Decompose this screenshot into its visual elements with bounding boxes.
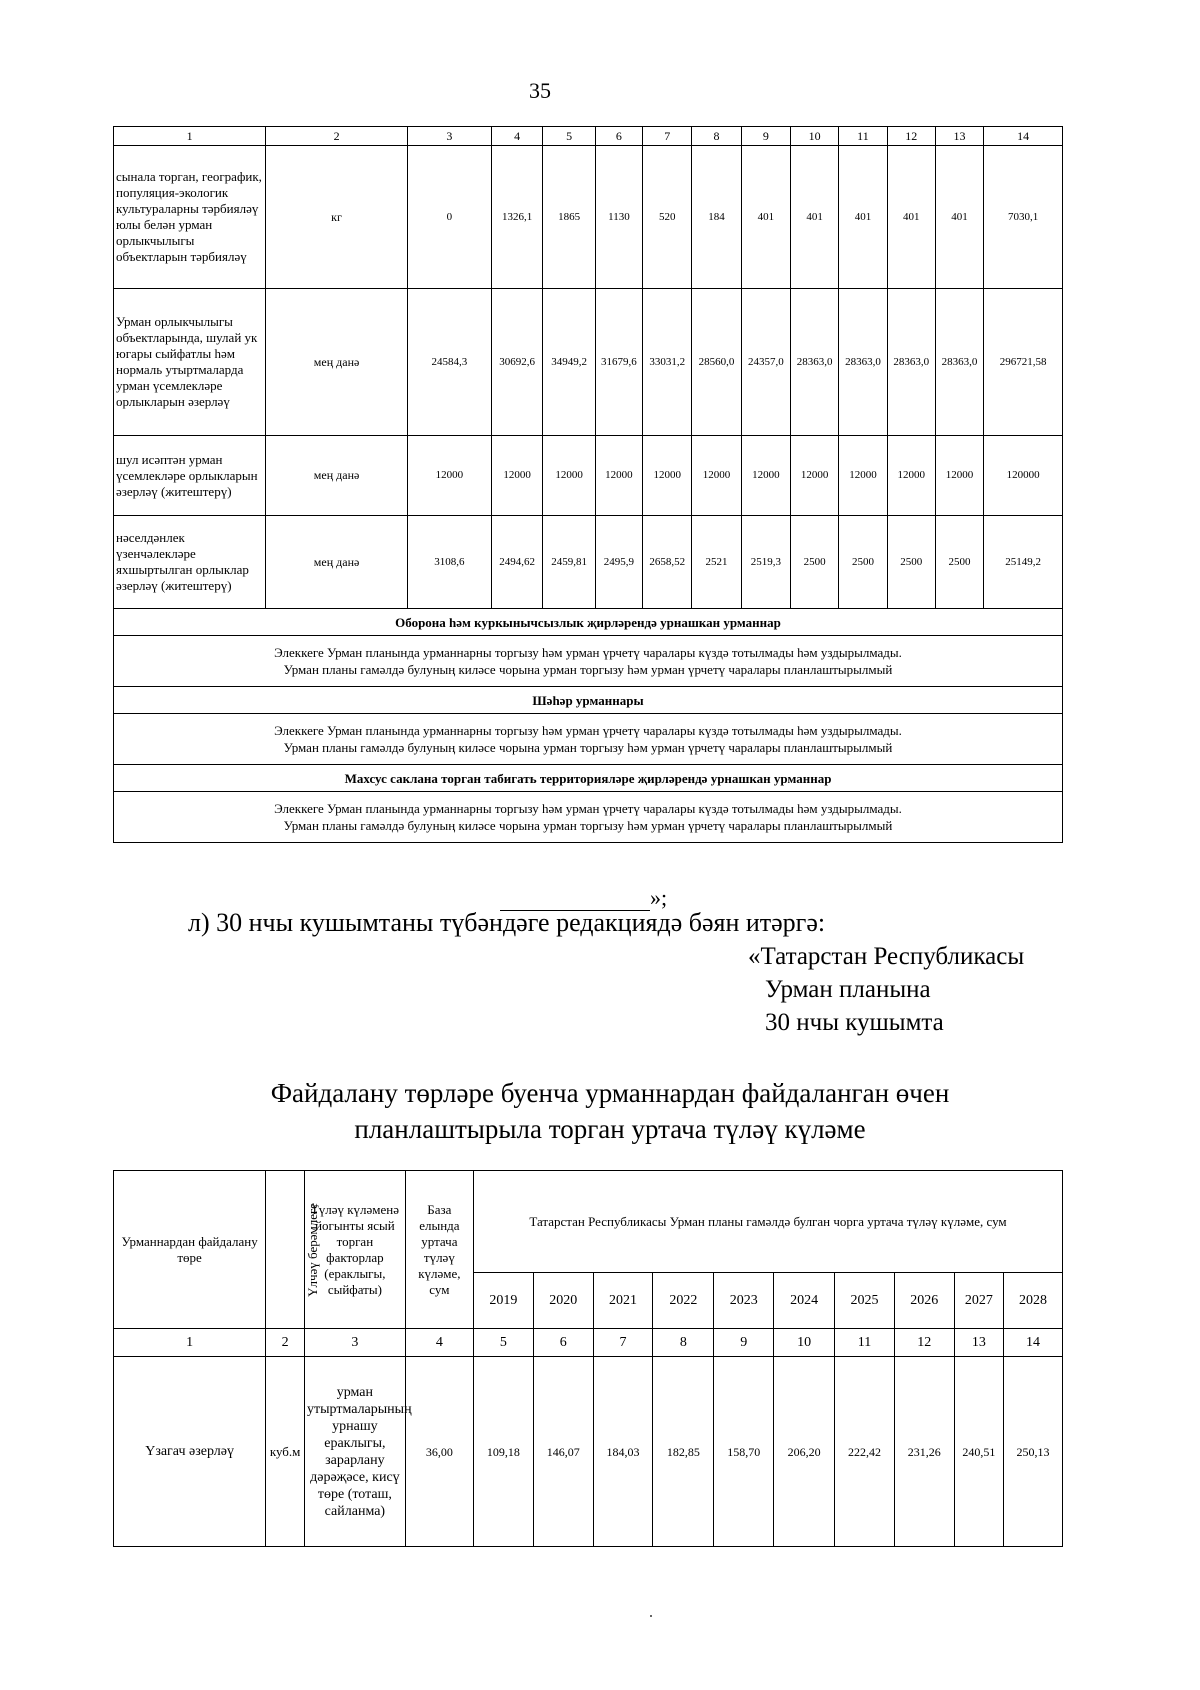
year-cell: 2023 (714, 1273, 774, 1329)
command-text: л) 30 нчы кушымтаны түбәндәге редакциядә бәян итәргә: (188, 908, 826, 937)
value-cell: 12000 (839, 436, 887, 516)
year-cell: 2022 (653, 1273, 714, 1329)
value-cell: 2500 (935, 516, 983, 609)
year-cell: 2020 (533, 1273, 593, 1329)
value-cell: 12000 (491, 436, 542, 516)
value-cell: 240,51 (954, 1357, 1003, 1547)
row-name: Урман орлыкчылыгы объектларында, шулай ук югары сыйфатлы һәм нормаль утыртмаларда урман үсемлекләре орлыкларын әзерләү (114, 289, 266, 436)
value-cell: 1326,1 (491, 146, 542, 289)
column-number: 4 (405, 1329, 473, 1357)
scan-speck (650, 1615, 652, 1617)
year-cell: 2025 (835, 1273, 895, 1329)
header-cell: 7 (643, 127, 692, 146)
table-header-row (114, 1171, 1063, 1273)
value-cell: 28363,0 (887, 289, 935, 436)
value-cell: 34949,2 (543, 289, 595, 436)
value-cell: 250,13 (1004, 1357, 1063, 1547)
value-cell: 158,70 (714, 1357, 774, 1547)
value-cell: 12000 (643, 436, 692, 516)
table-row (114, 146, 1063, 289)
base-value: 36,00 (405, 1357, 473, 1547)
value-cell: 2500 (839, 516, 887, 609)
column-number: 2 (266, 1329, 305, 1357)
value-cell: 1865 (543, 146, 595, 289)
table-row (114, 516, 1063, 609)
column-number: 9 (714, 1329, 774, 1357)
section-title: Махсус саклана торган табигать территорияләре җирләрендә урнашкан урманнар (114, 765, 1063, 792)
column-number: 5 (473, 1329, 533, 1357)
header-cell: 2 (266, 127, 408, 146)
value-cell: 2500 (791, 516, 839, 609)
attachment-line: Урман планына (765, 976, 931, 1003)
value-cell: 2500 (887, 516, 935, 609)
section-header-row (114, 687, 1063, 714)
attachment-line: «Татарстан Республикасы (748, 943, 1025, 970)
column-number: 13 (954, 1329, 1003, 1357)
value-cell: 2519,3 (741, 516, 790, 609)
factors: урман утыртмаларының урнашу ераклыгы, зарарлану дәрәҗәсе, кисү төре (тоташ, сайланма) (305, 1357, 406, 1547)
value-cell: 2658,52 (643, 516, 692, 609)
note-line: Урман планы гамәлдә булуның киләсе чорына урман торгызу һәм урман үрчетү чаралары планлаштырылмый (283, 740, 893, 755)
value-cell: 184,03 (593, 1357, 653, 1547)
value-cell: 2521 (692, 516, 741, 609)
value-cell: 222,42 (835, 1357, 895, 1547)
year-cell: 2027 (954, 1273, 1003, 1329)
closing-quote: »; (650, 885, 668, 910)
header-base: База елында уртача түләү күләме, сум (405, 1171, 473, 1329)
value-cell: 12000 (407, 436, 491, 516)
row-name: сынала торган, географик, популяция-экологик культураларны тәрбияләү юлы белән урман орлыкчылыгы объектларын тәрбияләү (114, 146, 266, 289)
value-cell: 7030,1 (984, 146, 1063, 289)
attachment-line: 30 нчы кушымта (765, 1009, 944, 1036)
value-cell: 401 (839, 146, 887, 289)
value-cell: 401 (791, 146, 839, 289)
column-number: 12 (894, 1329, 954, 1357)
section-note-row (114, 792, 1063, 843)
table-row (114, 1357, 1063, 1547)
unit: куб.м (266, 1357, 305, 1547)
value-cell: 120000 (984, 436, 1063, 516)
note-line: Урман планы гамәлдә булуның киләсе чорына урман торгызу һәм урман үрчетү чаралары планлаштырылмый (283, 818, 893, 833)
year-cell: 2024 (774, 1273, 835, 1329)
value-cell: 12000 (543, 436, 595, 516)
value-cell: 3108,6 (407, 516, 491, 609)
section-title: Шәһәр урманнары (114, 687, 1063, 714)
header-cell: 5 (543, 127, 595, 146)
value-cell: 1130 (595, 146, 642, 289)
value-cell: 2495,9 (595, 516, 642, 609)
value-cell: 2494,62 (491, 516, 542, 609)
year-cell: 2028 (1004, 1273, 1063, 1329)
column-number: 7 (593, 1329, 653, 1357)
value-cell: 12000 (935, 436, 983, 516)
header-unit (266, 1171, 321, 1329)
row-name: шул исәптән урман үсемлекләре орлыкларын әзерләү (житештерү) (114, 436, 266, 516)
value-cell: 401 (741, 146, 790, 289)
page-number: 35 (529, 78, 551, 103)
value-cell: 25149,2 (984, 516, 1063, 609)
column-number-row (114, 1329, 1063, 1357)
note-line: Элеккеге Урман планында урманнарны торгызу һәм урман үрчетү чаралары күздә тотылмады һәм уздырылмады. (274, 723, 902, 738)
column-number: 10 (774, 1329, 835, 1357)
year-cell: 2019 (473, 1273, 533, 1329)
section-note-row (114, 714, 1063, 765)
table-row (114, 436, 1063, 516)
column-number: 3 (305, 1329, 406, 1357)
header-cell: 8 (692, 127, 741, 146)
value-cell: 28363,0 (791, 289, 839, 436)
value-cell: 401 (887, 146, 935, 289)
seed-production-table (113, 126, 1063, 843)
section-header-row (114, 765, 1063, 792)
header-cell: 6 (595, 127, 642, 146)
note-line: Элеккеге Урман планында урманнарны торгызу һәм урман үрчетү чаралары күздә тотылмады һәм уздырылмады. (274, 645, 902, 660)
value-cell: 24357,0 (741, 289, 790, 436)
section-note (114, 714, 1063, 765)
value-cell: 28363,0 (935, 289, 983, 436)
header-cell: 1 (114, 127, 266, 146)
header-cell: 11 (839, 127, 887, 146)
row-unit: кг (266, 146, 408, 289)
row-unit: мең данә (266, 436, 408, 516)
year-cell: 2021 (593, 1273, 653, 1329)
header-cell: 13 (935, 127, 983, 146)
section-note-row (114, 636, 1063, 687)
value-cell: 231,26 (894, 1357, 954, 1547)
value-cell: 31679,6 (595, 289, 642, 436)
value-cell: 30692,6 (491, 289, 542, 436)
value-cell: 296721,58 (984, 289, 1063, 436)
value-cell: 109,18 (473, 1357, 533, 1547)
header-cell: 3 (407, 127, 491, 146)
section-title: Оборона һәм куркынычсызлык җирләрендә урнашкан урманнар (114, 609, 1063, 636)
section-header-row (114, 609, 1063, 636)
header-cell: 12 (887, 127, 935, 146)
title-line: планлаштырыла торган уртача түләү күләме (354, 1114, 866, 1144)
header-factors: Түләү күләменә йогынты ясый торган факторлар (ераклыгы, сыйфаты) (305, 1171, 406, 1329)
value-cell: 520 (643, 146, 692, 289)
year-cell: 2026 (894, 1273, 954, 1329)
value-cell: 33031,2 (643, 289, 692, 436)
value-cell: 28560,0 (692, 289, 741, 436)
row-unit: мең данә (266, 289, 408, 436)
header-cell: 4 (491, 127, 542, 146)
header-period: Татарстан Республикасы Урман планы гамәлдә булган чорга уртача түләү күләме, сум (473, 1171, 1062, 1273)
header-unit-label: Үлчәү берәмлеге (305, 1202, 321, 1297)
value-cell: 184 (692, 146, 741, 289)
column-number: 14 (1004, 1329, 1063, 1357)
use-type: Үзагач әзерләү (114, 1357, 266, 1547)
value-cell: 12000 (741, 436, 790, 516)
table-header-row (114, 127, 1063, 146)
payment-table (113, 1170, 1063, 1547)
attachment-heading (748, 940, 1024, 1039)
value-cell: 401 (935, 146, 983, 289)
column-number: 11 (835, 1329, 895, 1357)
value-cell: 12000 (791, 436, 839, 516)
note-line: Урман планы гамәлдә булуның киләсе чорына урман торгызу һәм урман үрчетү чаралары планлаштырылмый (283, 662, 893, 677)
value-cell: 0 (407, 146, 491, 289)
value-cell: 2459,81 (543, 516, 595, 609)
note-line: Элеккеге Урман планында урманнарны торгызу һәм урман үрчетү чаралары күздә тотылмады һәм уздырылмады. (274, 801, 902, 816)
header-cell: 10 (791, 127, 839, 146)
document-title (200, 1075, 1020, 1147)
section-note (114, 792, 1063, 843)
value-cell: 206,20 (774, 1357, 835, 1547)
header-cell: 9 (741, 127, 790, 146)
value-cell: 24584,3 (407, 289, 491, 436)
column-number: 6 (533, 1329, 593, 1357)
column-number: 8 (653, 1329, 714, 1357)
row-name: нәселдәнлек үзенчәлекләре яхшыртылган орлыклар әзерләү (житештерү) (114, 516, 266, 609)
value-cell: 12000 (595, 436, 642, 516)
title-line: Файдалану төрләре буенча урманнардан файдаланган өчен (270, 1078, 950, 1108)
value-cell: 146,07 (533, 1357, 593, 1547)
header-use-type: Урманнардан файдалану төре (114, 1171, 266, 1329)
header-cell: 14 (984, 127, 1063, 146)
section-note (114, 636, 1063, 687)
value-cell: 12000 (887, 436, 935, 516)
row-unit: мең данә (266, 516, 408, 609)
value-cell: 12000 (692, 436, 741, 516)
column-number: 1 (114, 1329, 266, 1357)
value-cell: 182,85 (653, 1357, 714, 1547)
value-cell: 28363,0 (839, 289, 887, 436)
table-row (114, 289, 1063, 436)
